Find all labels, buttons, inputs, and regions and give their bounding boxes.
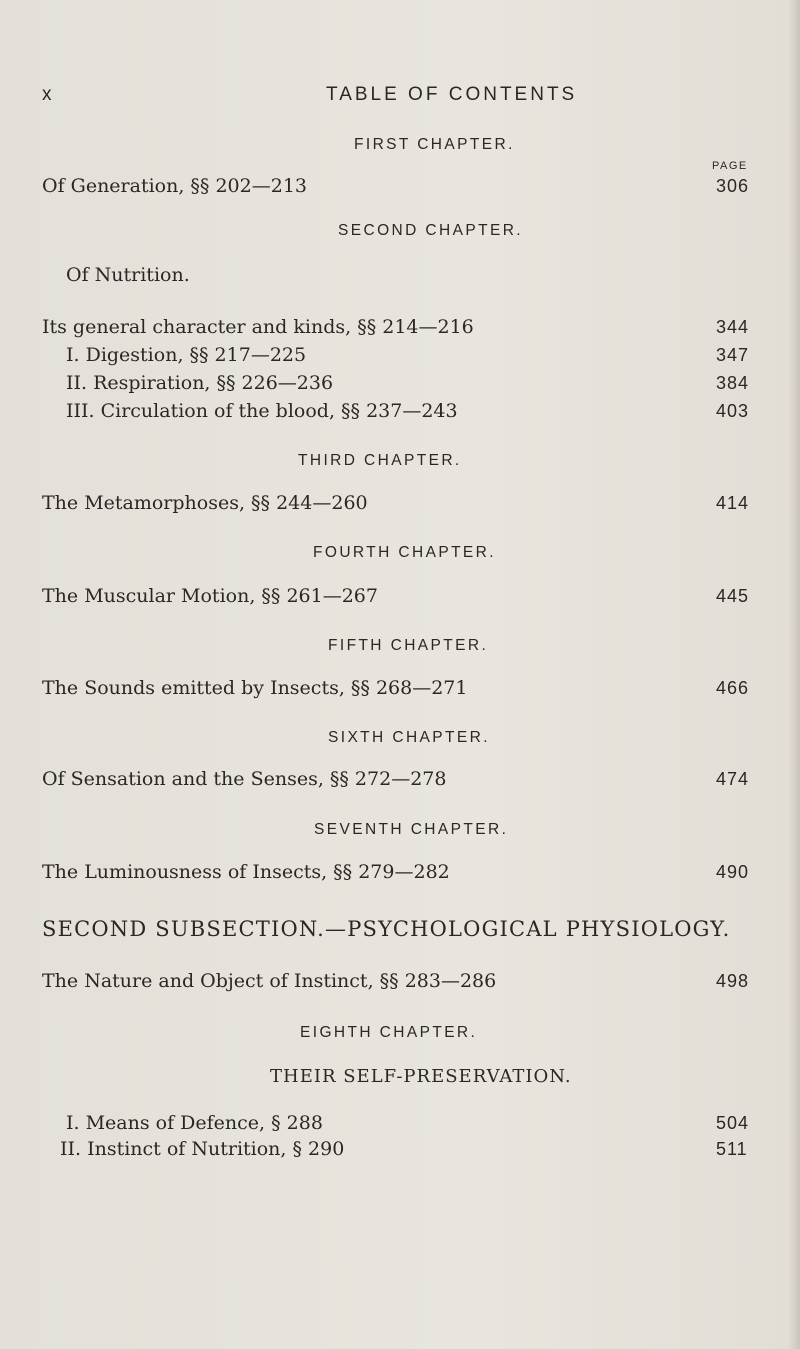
chapter-heading-sixth: SIXTH CHAPTER. [328, 729, 490, 746]
entry-title: III. Circulation of the blood, §§ 237—243 [66, 400, 458, 422]
entry-page: 466 [716, 678, 750, 698]
subsection-heading: SECOND SUBSECTION.—PSYCHOLOGICAL PHYSIOLOGY. [42, 917, 731, 941]
entry-title: The Nature and Object of Instinct, §§ 283—286 [42, 970, 497, 992]
entry-page: 474 [716, 769, 750, 789]
chapter-heading-seventh: SEVENTH CHAPTER. [314, 821, 509, 838]
entry-page: 344 [716, 317, 750, 337]
page-edge-shadow [788, 0, 800, 1349]
entry-page: 414 [716, 493, 750, 513]
entry-title: The Muscular Motion, §§ 261—267 [42, 585, 378, 607]
chapter-heading-third: THIRD CHAPTER. [298, 452, 462, 469]
entry-title: The Luminousness of Insects, §§ 279—282 [42, 861, 450, 883]
chapter-heading-fourth: FOURTH CHAPTER. [313, 544, 496, 561]
entry-title: I. Digestion, §§ 217—225 [66, 344, 307, 366]
entry-page: 403 [716, 401, 750, 421]
entry-title: The Metamorphoses, §§ 244—260 [42, 492, 368, 514]
entry-title: I. Means of Defence, § 288 [66, 1112, 323, 1134]
entry-page: 498 [716, 971, 750, 991]
entry-page: 511 [716, 1139, 748, 1159]
entry-page: 384 [716, 373, 750, 393]
section-subheading: Of Nutrition. [66, 264, 190, 286]
entry-page: 445 [716, 586, 750, 606]
entry-title: II. Respiration, §§ 226—236 [66, 372, 334, 394]
entry-page: 490 [716, 862, 750, 882]
entry-page: 347 [716, 345, 750, 365]
chapter-heading-eighth: EIGHTH CHAPTER. [300, 1024, 478, 1041]
chapter-heading-first: FIRST CHAPTER. [354, 136, 515, 153]
roman-page-number: x [42, 84, 52, 105]
entry-page: 306 [716, 176, 750, 196]
chapter-heading-fifth: FIFTH CHAPTER. [328, 637, 489, 654]
entry-title: Of Sensation and the Senses, §§ 272—278 [42, 768, 447, 790]
entry-page: 504 [716, 1113, 750, 1133]
entry-title: The Sounds emitted by Insects, §§ 268—271 [42, 677, 468, 699]
running-title: TABLE OF CONTENTS [326, 84, 578, 105]
entry-title: Of Generation, §§ 202—213 [42, 175, 307, 197]
entry-title: II. Instinct of Nutrition, § 290 [60, 1138, 345, 1160]
chapter-subheading: THEIR SELF-PRESERVATION. [270, 1066, 572, 1087]
chapter-heading-second: SECOND CHAPTER. [338, 222, 523, 239]
page-column-label: PAGE [712, 160, 748, 172]
entry-title: Its general character and kinds, §§ 214—216 [42, 316, 474, 338]
